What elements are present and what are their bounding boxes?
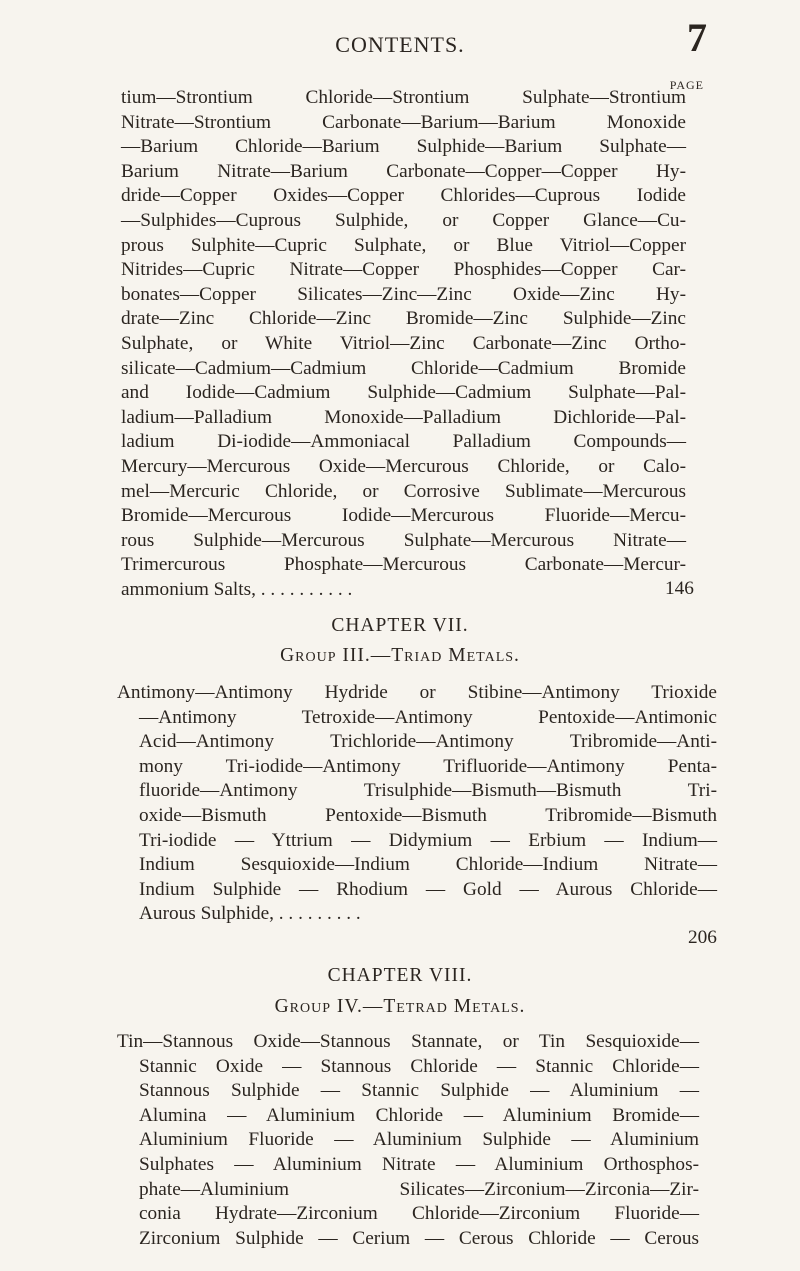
- text-line: —Barium Chloride—Barium Sulphide—Barium Sulphate—: [121, 136, 686, 158]
- text-line: Sulphates — Aluminium Nitrate — Aluminium Orthosphos-: [139, 1153, 699, 1175]
- text-line: mony Tri-iodide—Antimony Trifluoride—Antimony Penta-: [139, 755, 717, 777]
- text-line: conia Hydrate—Zirconium Chloride—Zirconium Fluoride—: [139, 1203, 699, 1225]
- text-line: Stannic Oxide — Stannous Chloride — Stannic Chloride—: [139, 1055, 699, 1077]
- chapter-text-block: [117, 681, 717, 927]
- running-title: CONTENTS.: [335, 32, 465, 57]
- text-line: Aurous Sulphide, . . . . . . . . .: [139, 903, 361, 925]
- text-line: Trimercurous Phosphate—Mercurous Carbonate—Mercur-: [121, 554, 686, 576]
- text-line: Mercury—Mercurous Oxide—Mercurous Chloride, or Calo-: [121, 455, 686, 477]
- text-line: silicate—Cadmium—Cadmium Chloride—Cadmium Bromide: [121, 357, 686, 379]
- text-line: dride—Copper Oxides—Copper Chlorides—Cuprous Iodide: [121, 185, 686, 207]
- text-line: bonates—Copper Silicates—Zinc—Zinc Oxide—Zinc Hy-: [121, 283, 686, 305]
- text-line: —Sulphides—Cuprous Sulphide, or Copper Glance—Cu-: [121, 209, 686, 231]
- text-line: drate—Zinc Chloride—Zinc Bromide—Zinc Sulphide—Zinc: [121, 308, 686, 330]
- text-line: ladium—Palladium Monoxide—Palladium Dichloride—Pal-: [121, 406, 686, 428]
- text-line: Alumina — Aluminium Chloride — Aluminium Bromide—: [139, 1104, 699, 1126]
- text-line: Barium Nitrate—Barium Carbonate—Copper—Copper Hy-: [121, 160, 686, 182]
- text-line: Stannous Sulphide — Stannic Sulphide — Aluminium —: [139, 1080, 699, 1102]
- text-line: oxide—Bismuth Pentoxide—Bismuth Tribromide—Bismuth: [139, 804, 717, 826]
- group-heading: Group IV.—Tetrad Metals.: [274, 996, 526, 1017]
- section-text-block: [121, 86, 686, 602]
- text-line: ammonium Salts, . . . . . . . . . .: [121, 578, 353, 600]
- text-line: mel—Mercuric Chloride, or Corrosive Sublimate—Mercurous: [121, 480, 686, 502]
- text-line: —Antimony Tetroxide—Antimony Pentoxide—Antimonic: [139, 706, 717, 728]
- page-column-label: PAGE: [669, 78, 704, 92]
- text-line: Nitrides—Cupric Nitrate—Copper Phosphides—Copper Car-: [121, 259, 686, 281]
- text-line: phate—Aluminium Silicates—Zirconium—Zirconia—Zir-: [139, 1178, 699, 1200]
- text-line: Indium Sesquioxide—Indium Chloride—Indium Nitrate—: [139, 854, 717, 876]
- text-line: Sulphate, or White Vitriol—Zinc Carbonate—Zinc Ortho-: [121, 332, 686, 354]
- text-line: tium—Strontium Chloride—Strontium Sulphate—Strontium: [121, 87, 686, 108]
- running-head: [0, 14, 800, 60]
- text-line: Acid—Antimony Trichloride—Antimony Tribromide—Anti-: [139, 731, 717, 753]
- text-line: Bromide—Mercurous Iodide—Mercurous Fluoride—Mercu-: [121, 505, 686, 527]
- text-line: Tin—Stannous Oxide—Stannous Stannate, or Tin Sesquioxide—: [117, 1031, 699, 1052]
- text-line: Zirconium Sulphide — Cerium — Cerous Chloride — Cerous: [139, 1227, 699, 1249]
- text-line: ladium Di-iodide—Ammoniacal Palladium Compounds—: [121, 431, 686, 453]
- text-line: Antimony—Antimony Hydride or Stibine—Antimony Trioxide: [117, 682, 717, 703]
- chapter-heading: CHAPTER VII.: [331, 615, 469, 636]
- text-line: rous Sulphide—Mercurous Sulphate—Mercurous Nitrate—: [121, 529, 686, 551]
- text-line: Nitrate—Strontium Carbonate—Barium—Barium Monoxide: [121, 111, 686, 133]
- text-line: fluoride—Antimony Trisulphide—Bismuth—Bismuth Tri-: [139, 780, 717, 802]
- entry-page-number: 146: [665, 578, 694, 599]
- text-line: prous Sulphite—Cupric Sulphate, or Blue Vitriol—Copper: [121, 234, 686, 256]
- chapter-heading: CHAPTER VIII.: [327, 965, 473, 986]
- text-line: Tri-iodide — Yttrium — Didymium — Erbium — Indium—: [139, 829, 717, 851]
- page-number: 7: [687, 15, 707, 60]
- text-line: Aluminium Fluoride — Aluminium Sulphide — Aluminium: [139, 1129, 699, 1151]
- chapter-text-block: [117, 1030, 699, 1251]
- text-line: Indium Sulphide — Rhodium — Gold — Aurous Chloride—: [139, 878, 717, 900]
- group-heading: Group III.—Triad Metals.: [280, 645, 520, 666]
- text-line: and Iodide—Cadmium Sulphide—Cadmium Sulphate—Pal-: [121, 382, 686, 404]
- entry-page-number: 206: [688, 927, 717, 948]
